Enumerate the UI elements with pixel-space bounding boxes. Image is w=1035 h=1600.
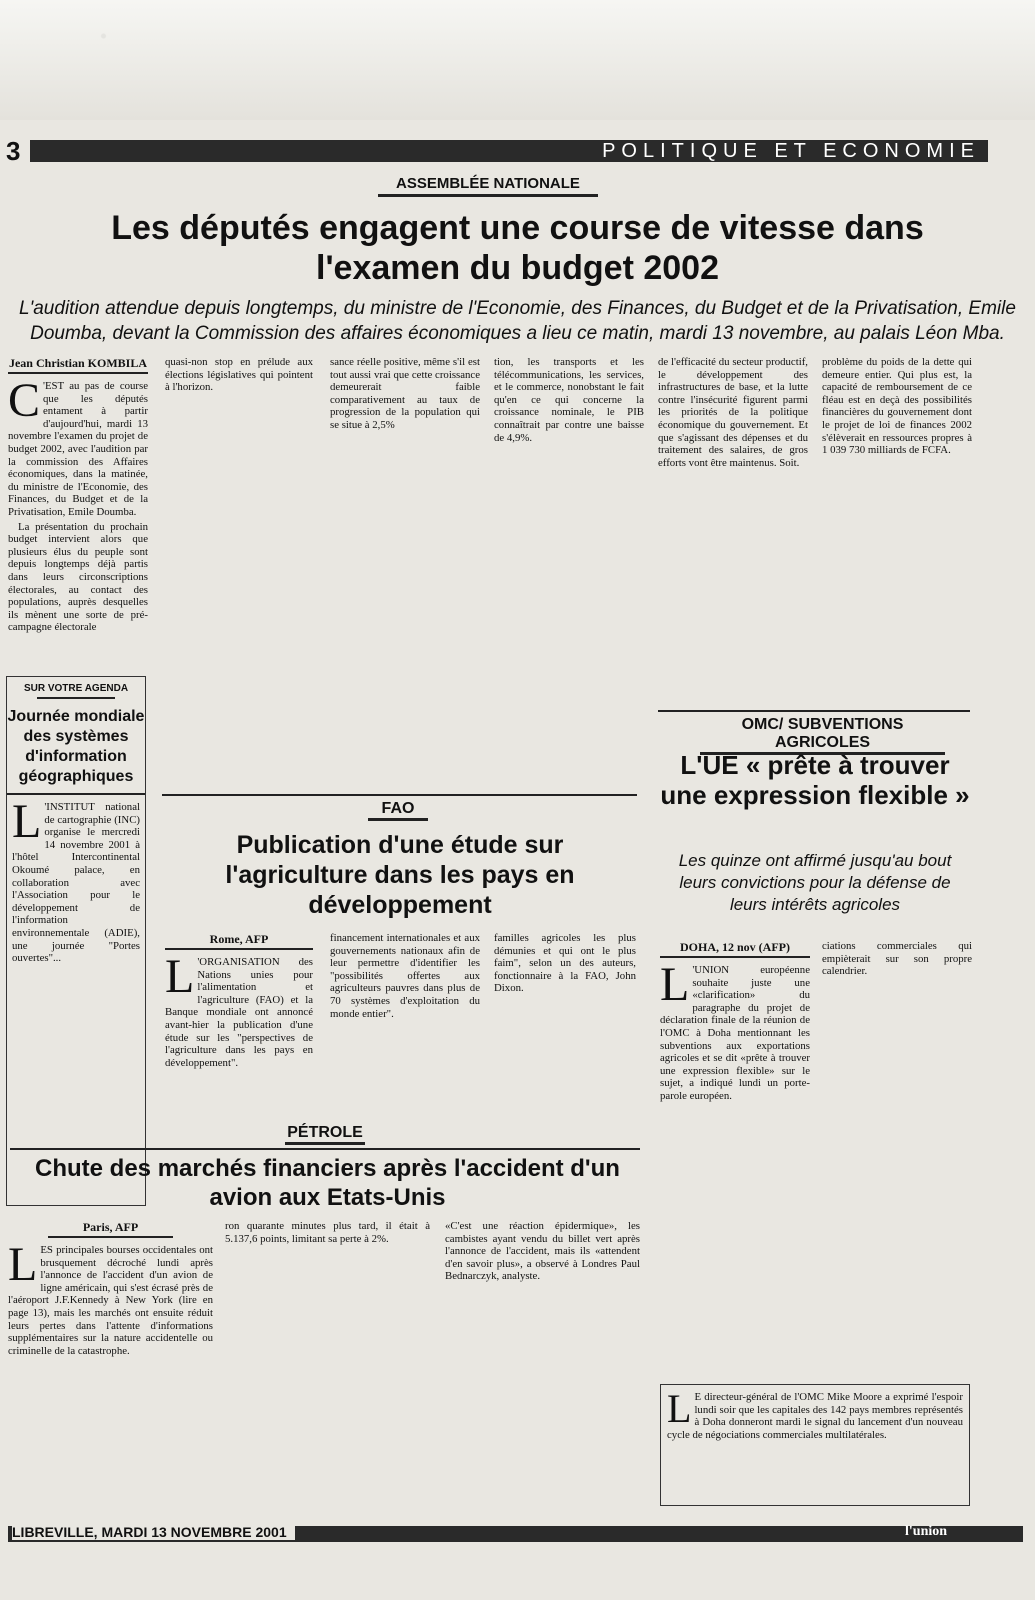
fao-column-2: [330, 932, 480, 1137]
footer-masthead: l'union: [905, 1524, 948, 1539]
omc-byline: DOHA, 12 nov (AFP): [680, 940, 790, 954]
petrole-dropcap: L: [8, 1238, 38, 1291]
petrole-headline: Chute des marchés financiers après l'accident d'un avion aux Etats-Unis: [35, 1155, 620, 1211]
agenda-text: 'INSTITUT national de cartographie (INC) organise le mercredi 14 novembre 2001 à l'hôtel Intercontinental Okoumé palace, en collaboration avec l'Association pour le développement de l'information environnementale (ADIE), une journée "Portes ouvertes"...: [12, 801, 140, 965]
main-deck: L'audition attendue depuis longtemps, du ministre de l'Economie, des Finances, du Budget et de la Privatisation, Emile Doumba, devant la Commission des affaires économiques a lieu ce matin, mardi 13 novembre, au palais Léon Mba.: [19, 298, 1016, 344]
omc-note-dropcap: L: [667, 1386, 692, 1431]
omc-note-text: E directeur-général de l'OMC Mike Moore a exprimé l'espoir lundi soir que les capitales des 142 pays membres représentés à Doha donneront mardi le signal du lancement d'un nouveau cycle de négociations commerciales multilatérales.: [667, 1391, 963, 1441]
omc-note-box: [660, 1384, 970, 1506]
petrole-column-3: [445, 1220, 640, 1515]
scanner-background: [0, 0, 1035, 120]
fao-col3-text: familles agricoles les plus démunies et qui ont le plus faim", selon un des auteurs, fonctionnaire à la FAO, John Dixon.: [494, 932, 636, 995]
agenda-title: Journée mondiale des systèmes d'information géographiques: [7, 708, 145, 785]
main-byline: Jean Christian KOMBILA: [8, 356, 147, 370]
fao-byline: Rome, AFP: [209, 932, 269, 946]
omc-headline: L'UE « prête à trouver une expression flexible »: [660, 750, 970, 810]
agenda-box: [6, 676, 146, 1206]
fao-kicker: FAO: [368, 800, 428, 821]
petrole-column-2: [225, 1220, 430, 1515]
fao-column-3: [494, 932, 636, 1137]
agenda-kicker: SUR VOTRE AGENDA: [23, 683, 129, 694]
fao-col1-text: 'ORGANISATION des Nations unies pour l'alimentation et l'agriculture (FAO) et la Banque mondiale ont annoncé avant-hier la publication d'une étude sur les "perspectives de l'agriculture dans les pays en développement".: [165, 956, 313, 1069]
main-column-4: [494, 356, 644, 776]
main-column-3: [330, 356, 480, 776]
fao-col2-text: financement internationales et aux gouvernements nationaux afin de leur permettre d'identifier les "possibilités offertes aux agriculteurs pauvres dans plus de 70 systèmes d'exploitation du monde entier".: [330, 932, 480, 1020]
agenda-kicker-rule: [37, 697, 115, 699]
main-kicker: ASSEMBLÉE NATIONALE: [378, 175, 598, 197]
main-col4-text: tion, les transports et les télécommunications, les services, et le commerce, nonobstant le fait qu'en ce qui concerne la croissance nominale, le PIB connaîtrait par contre une baisse de 4,9%.: [494, 356, 644, 444]
petrole-col2-text: ron quarante minutes plus tard, il était à 5.137,6 points, limitant sa perte à 2%.: [225, 1220, 430, 1245]
omc-column-2: [822, 940, 972, 1360]
main-dropcap: C: [8, 374, 41, 427]
petrole-top-rule: [10, 1148, 640, 1150]
fao-column-1: [165, 932, 313, 1137]
main-col1-p2: La présentation du prochain budget intervient alors que plusieurs élus du peuple sont depuis longtemps déjà partis dans leurs circonscriptions électorales, au contact des populations, auprès desquelles ils mènent une sorte de pré-campagne électorale: [8, 520, 148, 634]
petrole-byline: Paris, AFP: [82, 1220, 139, 1234]
main-col2-text: quasi-non stop en prélude aux élections législatives qui pointent à l'horizon.: [165, 356, 313, 394]
main-col6-text: problème du poids de la dette qui demeure entier. Qui plus est, la capacité de remboursement de ce fléau est en deçà des possibilités financières du gouvernement dont le projet de loi de finances 2002 s'élèverait en ressources propres à 1 039 730 milliards de FCFA.: [822, 356, 972, 457]
omc-col1-text: 'UNION européenne souhaite juste une «clarification» du paragraphe du projet de déclaration finale de la réunion de l'OMC à Doha mentionnant les subventions aux exportations agricoles et se dit «prête à trouver une expression flexible» sur le sujet, a indiqué lundi un porte-parole européen.: [660, 964, 810, 1102]
section-banner: POLITIQUE ET ECONOMIE: [30, 140, 988, 162]
omc-top-rule: [658, 710, 970, 712]
petrole-col3-text: «C'est une réaction épidermique», les cambistes ayant vendu du billet vert après l'annonce de l'accident, mais ils «attendent d'en savoir plus», a observé à Londres Paul Bednarczyk, analyste.: [445, 1220, 640, 1283]
fao-headline: Publication d'une étude sur l'agriculture dans les pays en développement: [225, 831, 575, 919]
omc-col2-text: ciations commerciales qui empièterait sur son propre calendrier.: [822, 940, 972, 978]
omc-column-1: [660, 940, 810, 1360]
main-headline: Les députés engagent une course de vitesse dans l'examen du budget 2002: [111, 209, 924, 287]
petrole-col1-text: ES principales bourses occidentales ont brusquement décroché lundi après l'annonce de l'accident d'un avion de ligne américain, qui s'est écrasé près de l'aéroport J.F.Kennedy à New York (lire en page 13), mais les marchés ont ensuite réduit leurs pertes dans l'attente d'informations supplémentaires sur la nature accidentelle ou criminelle de la catastrophe.: [8, 1244, 213, 1357]
main-col3-text: sance réelle positive, même s'il est tout aussi vrai que cette croissance demeurerait faible comparativement au taux de progression de la population qui se situe à 2,5%: [330, 356, 480, 431]
omc-note-body: [661, 1385, 969, 1507]
main-column-2: [165, 356, 313, 776]
footer-dateline: LIBREVILLE, MARDI 13 NOVEMBRE 2001: [12, 1524, 295, 1540]
fao-top-rule: [162, 794, 637, 796]
omc-kicker: OMC/ SUBVENTIONS AGRICOLES: [700, 716, 945, 755]
omc-deck: Les quinze ont affirmé jusqu'au bout leurs convictions pour la défense de leurs intérêts agricoles: [678, 851, 952, 914]
agenda-body: [7, 801, 145, 1181]
petrole-byline-rule: [48, 1236, 173, 1238]
page-number: 3: [6, 136, 21, 166]
agenda-title-rule: [7, 793, 145, 795]
main-column-1: [8, 356, 148, 656]
main-column-6: [822, 356, 972, 701]
petrole-column-1: [8, 1220, 213, 1515]
fao-dropcap: L: [165, 950, 195, 1003]
petrole-kicker: PÉTROLE: [285, 1124, 365, 1145]
omc-dropcap: L: [660, 958, 690, 1011]
agenda-dropcap: L: [12, 801, 42, 848]
main-column-5: [658, 356, 808, 701]
main-col1-p1: 'EST au pas de course que les députés entament à partir d'aujourd'hui, mardi 13 novembre l'examen du projet de budget 2002, avec l'audition par la commission des Affaires économiques, dans la matinée, du ministre de l'Economie, des Finances, du Budget et de la Privatisation, Emile Doumba.: [8, 380, 148, 518]
main-col5-text: de l'efficacité du secteur productif, le développement des infrastructures de base, et la lutte contre l'insécurité figurent parmi les priorités de la politique économique du gouvernement. Et que s'agissant des dépenses et du traitement des salaires, de gros efforts vont être maintenus. Soit.: [658, 356, 808, 469]
